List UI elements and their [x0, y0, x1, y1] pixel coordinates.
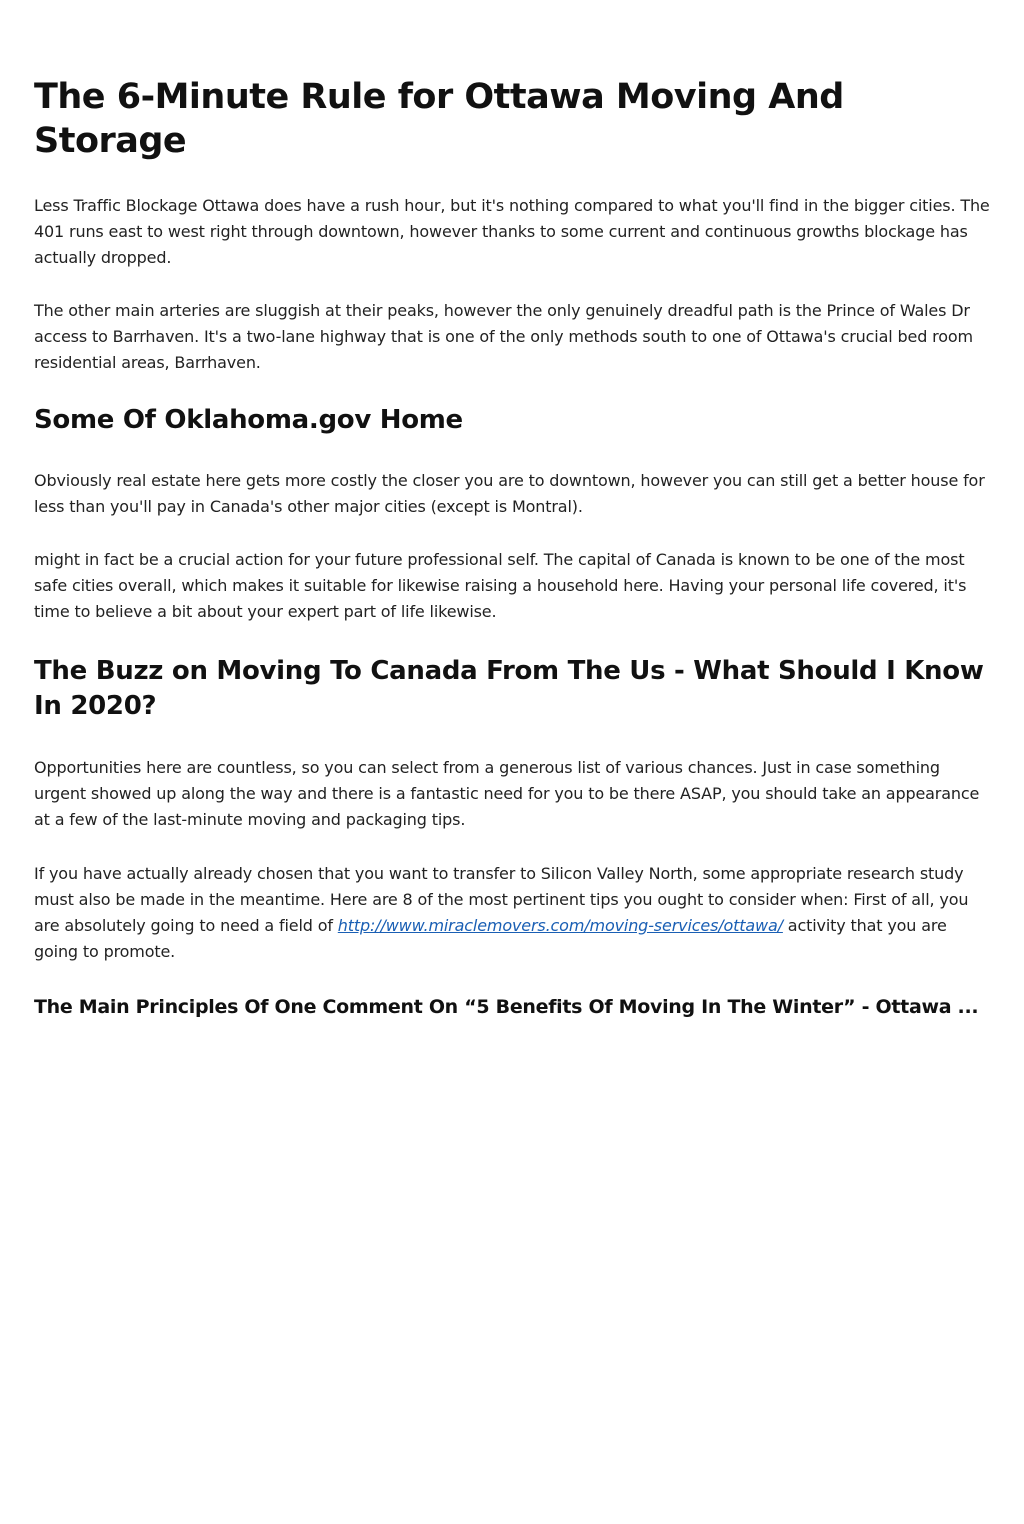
- page-title: The 6-Minute Rule for Ottawa Moving And Storage: [34, 77, 844, 161]
- document-page: [0, 75, 1024, 1524]
- paragraph-text-before-link: If you have actually already chosen that you want to transfer to Silicon Valley North, some appropriate research study must also be made in the meantime. Here are 8 of the most pertinent tips you ought to consider when: First of all, you are absolutely going to need a field of: [34, 864, 969, 935]
- paragraph-arteries: The other main arteries are sluggish at their peaks, however the only genuinely dreadful path is the Prince of Wales Dr access to Barrhaven. It's a two-lane highway that is one of the only methods south to one of Ottawa's crucial bed room residential areas, Barrhaven.: [34, 301, 973, 372]
- section-heading-buzz: The Buzz on Moving To Canada From The Us - What Should I Know In 2020?: [34, 656, 984, 721]
- miraclemovers-link[interactable]: http://www.miraclemovers.com/moving-services/ottawa/: [337, 916, 783, 935]
- paragraph-traffic: Less Traffic Blockage Ottawa does have a rush hour, but it's nothing compared to what you'll find in the bigger cities. The 401 runs east to west right through downtown, however thanks to some current and continuous growths blockage has actually dropped.: [34, 196, 990, 267]
- paragraph-text-after-link: activity that you are going to promote.: [34, 916, 947, 961]
- section-heading-oklahoma: Some Of Oklahoma.gov Home: [34, 405, 463, 435]
- paragraph-professional: might in fact be a crucial action for your future professional self. The capital of Canada is known to be one of the most safe cities overall, which makes it suitable for likewise raising a household here. Having your personal life covered, it's time to believe a bit about your expert part of life likewise.: [34, 550, 967, 621]
- paragraph-silicon-valley: [34, 861, 990, 965]
- paragraph-real-estate: Obviously real estate here gets more costly the closer you are to downtown, however you can still get a better house for less than you'll pay in Canada's other major cities (except is Montral).: [34, 471, 985, 516]
- section-heading-main-principles: The Main Principles Of One Comment On “5 Benefits Of Moving In The Winter” - Ottawa ...: [34, 996, 979, 1018]
- paragraph-opportunities: Opportunities here are countless, so you can select from a generous list of various chances. Just in case something urgent showed up along the way and there is a fantastic need for you to be there ASAP, you should take an appearance at a few of the last-minute moving and packaging tips.: [34, 758, 980, 829]
